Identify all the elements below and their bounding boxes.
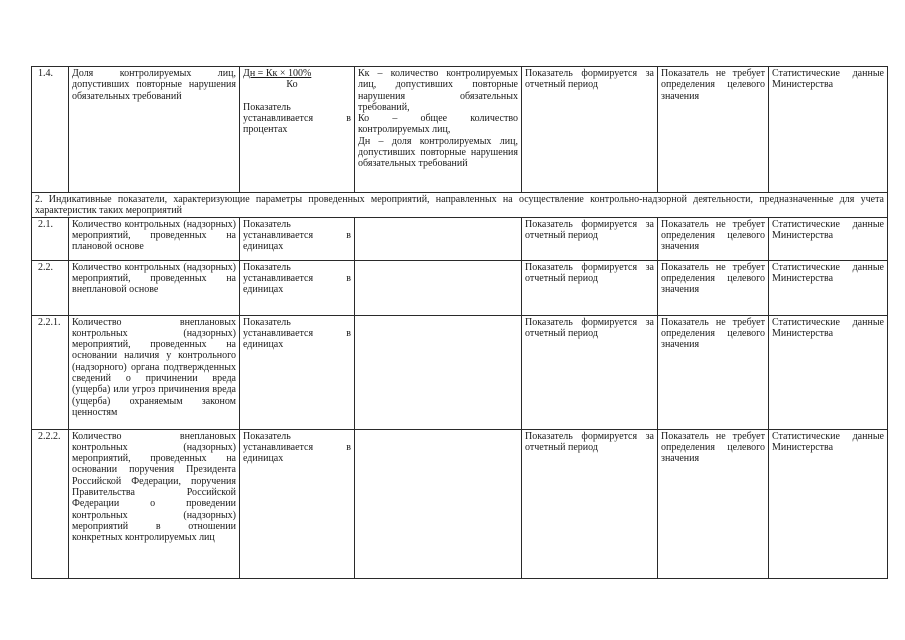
source-cell: Статистические данные Министерства [769, 429, 888, 578]
empty-cell [355, 315, 522, 429]
target-cell: Показатель не требует определения целевого значения [658, 217, 769, 260]
variable-dn: Дн – доля контролируемых лиц, допустивших повторные нарушения обязательных требований [358, 135, 518, 170]
indicator-name: Количество контрольных (надзорных) мероприятий, проведенных на внеплановой основе [69, 260, 240, 315]
table-row-2-2 [32, 260, 888, 315]
section-2-title: 2. Индикативные показатели, характеризующие параметры проведенных мероприятий, направленных на осуществление контрольно-надзорной деятельности, предназначенные для учета характеристик таких мероприятий [32, 193, 888, 218]
target-cell: Показатель не требует определения целевого значения [658, 260, 769, 315]
period-cell: Показатель формируется за отчетный период [522, 315, 658, 429]
unit-cell: Показатель устанавливается в единицах [240, 260, 355, 315]
source-cell: Статистические данные Министерства [769, 67, 888, 193]
target-cell: Показатель не требует определения целевого значения [658, 67, 769, 193]
table-row-1-4 [32, 67, 888, 193]
row-number: 2.2.2. [32, 429, 69, 578]
source-cell: Статистические данные Министерства [769, 315, 888, 429]
source-cell: Статистические данные Министерства [769, 217, 888, 260]
empty-cell [355, 429, 522, 578]
period-cell: Показатель формируется за отчетный период [522, 429, 658, 578]
formula-unit: Показатель устанавливается в процентах [243, 101, 351, 136]
empty-cell [355, 260, 522, 315]
unit-cell: Показатель устанавливается в единицах [240, 315, 355, 429]
variable-ko: Ко – общее количество контролируемых лиц, [358, 113, 518, 136]
section-header-row [32, 193, 888, 218]
table-row-2-2-2 [32, 429, 888, 578]
row-number: 2.2. [32, 260, 69, 315]
indicators-table [31, 66, 888, 579]
target-cell: Показатель не требует определения целевого значения [658, 429, 769, 578]
period-cell: Показатель формируется за отчетный период [522, 67, 658, 193]
indicator-name: Доля контролируемых лиц, допустивших повторные нарушения обязательных требований [69, 67, 240, 193]
unit-cell: Показатель устанавливается в единицах [240, 217, 355, 260]
formula-numerator: Дн = Кк × 100% [243, 68, 312, 79]
empty-cell [355, 217, 522, 260]
unit-cell: Показатель устанавливается в единицах [240, 429, 355, 578]
variable-kk: Кк – количество контролируемых лиц, допустивших повторные нарушения обязательных требований, [358, 68, 518, 113]
table-row-2-2-1 [32, 315, 888, 429]
formula-denominator: Ко [286, 79, 298, 91]
variables-cell [355, 67, 522, 193]
table-row-2-1 [32, 217, 888, 260]
row-number: 2.2.1. [32, 315, 69, 429]
row-number: 2.1. [32, 217, 69, 260]
period-cell: Показатель формируется за отчетный период [522, 217, 658, 260]
row-number: 1.4. [32, 67, 69, 193]
indicator-name: Количество внеплановых контрольных (надзорных) мероприятий, проведенных на основании наличия у контрольного (надзорного) органа подтвержденных сведений о причинении вреда (ущерба) или угроз причинения вреда (ущерба) охраняемым законом ценностям [69, 315, 240, 429]
indicator-name: Количество внеплановых контрольных (надзорных) мероприятий, проведенных на основании поручения Президента Российской Федерации, поручения Правительства Российской Федерации о проведении контрольных (надзорных) мероприятий в отношении конкретных контролируемых лиц [69, 429, 240, 578]
formula-cell [240, 67, 355, 193]
source-cell: Статистические данные Министерства [769, 260, 888, 315]
target-cell: Показатель не требует определения целевого значения [658, 315, 769, 429]
period-cell: Показатель формируется за отчетный период [522, 260, 658, 315]
indicator-name: Количество контрольных (надзорных) мероприятий, проведенных на плановой основе [69, 217, 240, 260]
